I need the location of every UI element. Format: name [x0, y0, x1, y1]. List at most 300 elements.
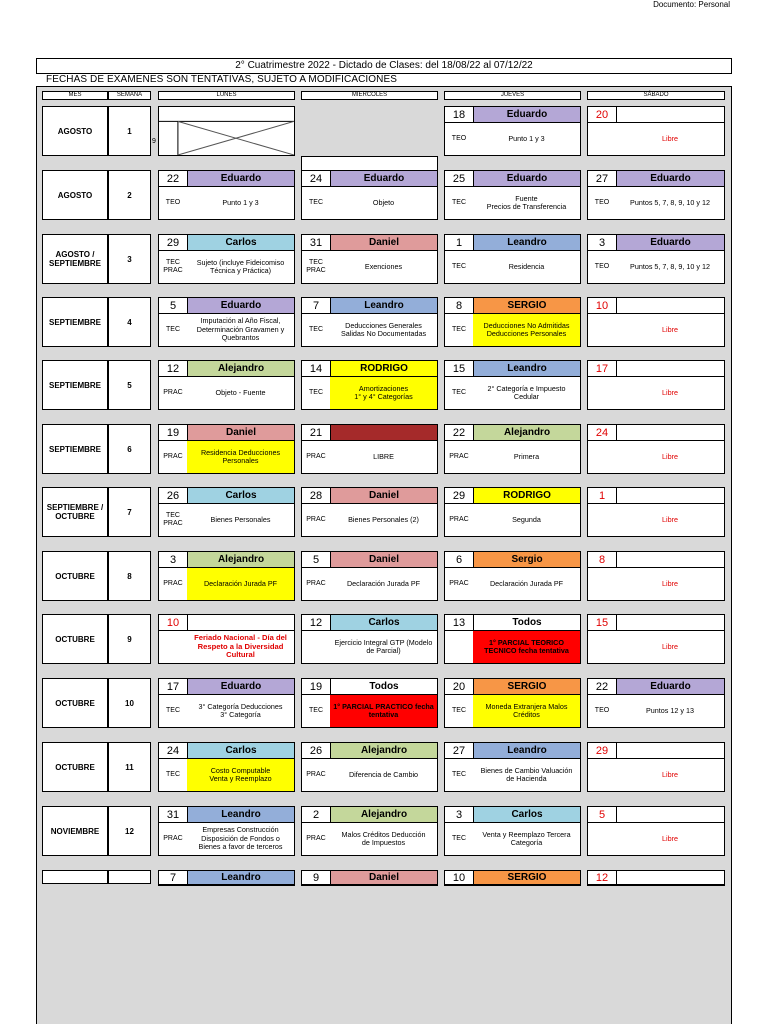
class-type: TEO: [451, 135, 467, 142]
class-type: [302, 631, 330, 663]
instructor-name: Carlos: [474, 807, 580, 822]
day-number: 17: [588, 361, 617, 376]
day-header: [302, 361, 437, 377]
day-cell: [587, 106, 725, 156]
day-body: [159, 823, 294, 855]
class-type: TEC: [166, 771, 180, 778]
day-body: [159, 377, 294, 409]
day-number: 3: [588, 235, 617, 250]
day-header: [302, 552, 437, 568]
class-type: PRAC: [306, 580, 326, 587]
day-header: [588, 552, 724, 568]
day-body: [302, 377, 437, 409]
day-cell: [158, 424, 295, 474]
day-body: [445, 377, 580, 409]
class-topic: 3° Categoría Deducciones 3° Categoría: [198, 701, 283, 719]
day-number: 29: [588, 743, 617, 758]
class-topic: Costo Computable Venta y Reemplazo: [187, 759, 294, 791]
class-topic: Fuente Precios de Transferencia: [486, 193, 567, 211]
class-type: [159, 631, 187, 663]
class-topic: Residencia: [508, 261, 545, 271]
day-cell: [301, 678, 438, 728]
day-header: [588, 679, 724, 695]
class-topic: Bienes Personales (2): [348, 514, 419, 524]
instructor-name: RODRIGO: [474, 488, 580, 503]
day-body: [445, 631, 580, 663]
day-body: [302, 314, 437, 346]
class-type: PRAC: [163, 835, 183, 842]
class-topic: Libre: [662, 324, 678, 334]
class-topic: Libre: [662, 133, 678, 143]
day-cell: [158, 297, 295, 347]
day-header: [159, 171, 294, 187]
class-topic: Punto 1 y 3: [508, 133, 545, 143]
day-number: 7: [302, 298, 331, 313]
day-number: 12: [302, 615, 331, 630]
month-cell: SEPTIEMBRE: [42, 424, 108, 474]
class-type: [588, 823, 616, 855]
month-cell: [42, 870, 108, 884]
class-topic: Declaración Jurada PF: [346, 578, 421, 588]
day-number: 29: [159, 235, 188, 250]
month-cell: AGOSTO: [42, 170, 108, 220]
day-header: [588, 807, 724, 823]
day-number: 26: [302, 743, 331, 758]
day-header: [445, 488, 580, 504]
day-number: 25: [445, 171, 474, 186]
week-number-cell: [108, 870, 151, 884]
month-cell: OCTUBRE: [42, 742, 108, 792]
day-number: 7: [159, 871, 188, 884]
day-cell: [158, 551, 295, 601]
day-body: [302, 504, 437, 536]
day-body: [302, 251, 437, 283]
day-cell: [301, 487, 438, 537]
day-header: [588, 488, 724, 504]
header-semana: SEMANA: [108, 91, 151, 100]
day-cell: [301, 870, 438, 886]
day-cell: [587, 234, 725, 284]
instructor-name: [617, 807, 724, 822]
header-sabado: SÁBADO: [587, 91, 725, 100]
day-body: [445, 695, 580, 727]
day-body: [445, 441, 580, 473]
day-header: [302, 807, 437, 823]
class-type: PRAC: [306, 771, 326, 778]
class-topic: Venta y Reemplazo Tercera Categoría: [482, 829, 571, 847]
instructor-name: Daniel: [331, 552, 437, 567]
day-header: [159, 552, 294, 568]
class-topic: Exenciones: [364, 261, 403, 271]
day-body: [445, 823, 580, 855]
day-body: [445, 504, 580, 536]
class-topic: Imputación al Año Fiscal, Determinación Gravamen y Quebrantos: [196, 316, 285, 343]
class-topic: Bienes Personales: [210, 514, 271, 524]
day-body: [302, 823, 437, 855]
day-header: [302, 615, 437, 631]
instructor-name: Daniel: [188, 425, 294, 440]
class-topic: Libre: [662, 578, 678, 588]
day-number: 15: [588, 615, 617, 630]
class-topic: Libre: [662, 769, 678, 779]
day-cell: [301, 360, 438, 410]
schedule-title: 2° Cuatrimestre 2022 - Dictado de Clases: del 18/08/22 al 07/12/22: [36, 58, 732, 74]
day-number: 31: [159, 807, 188, 822]
instructor-name: [617, 743, 724, 758]
day-body: [445, 759, 580, 791]
day-header: [445, 361, 580, 377]
day-number: 1: [445, 235, 474, 250]
day-body: [588, 568, 724, 600]
class-type: TEC: [452, 771, 466, 778]
class-type: TEC: [309, 199, 323, 206]
header-jueves: JUEVES: [444, 91, 581, 100]
class-type: [588, 441, 616, 473]
day-number: 17: [159, 679, 188, 694]
class-topic: Feriado Nacional - Día del Respeto a la Diversidad Cultural: [194, 633, 287, 660]
class-type: PRAC: [163, 580, 183, 587]
instructor-name: SERGIO: [474, 871, 580, 884]
week-number-cell: 9: [108, 614, 151, 664]
class-type: PRAC: [163, 389, 183, 396]
day-cell: [444, 742, 581, 792]
day-cell: [301, 806, 438, 856]
day-number: 27: [588, 171, 617, 186]
instructor-name: [617, 298, 724, 313]
day-number: 24: [588, 425, 617, 440]
week-number-cell: 12: [108, 806, 151, 856]
class-topic: Puntos 5, 7, 8, 9, 10 y 12: [630, 197, 710, 207]
day-number: 3: [445, 807, 474, 822]
day-number: 26: [159, 488, 188, 503]
day-cell: [444, 614, 581, 664]
stray-number: 9: [152, 138, 156, 145]
header-mes: MES: [42, 91, 108, 100]
class-topic: Libre: [662, 514, 678, 524]
day-header: [445, 171, 580, 187]
day-body: [159, 759, 294, 791]
day-number: 12: [588, 871, 617, 884]
instructor-name: Leandro: [331, 298, 437, 313]
month-cell: OCTUBRE: [42, 678, 108, 728]
class-topic: Segunda: [512, 514, 541, 524]
day-cell: [587, 870, 725, 886]
instructor-name: Eduardo: [617, 171, 724, 186]
day-header: [588, 361, 724, 377]
day-header: [588, 615, 724, 631]
day-header: [159, 807, 294, 823]
instructor-name: [617, 107, 724, 122]
week-number-cell: 6: [108, 424, 151, 474]
day-header: [159, 743, 294, 759]
class-type: TEC: [452, 263, 466, 270]
day-number: 24: [159, 743, 188, 758]
day-header: [588, 298, 724, 314]
instructor-name: [617, 552, 724, 567]
day-body: [159, 187, 294, 219]
day-body: [588, 759, 724, 791]
instructor-name: Carlos: [188, 743, 294, 758]
class-topic: 1° PARCIAL PRACTICO fecha tentativa: [330, 695, 437, 727]
day-body: [588, 504, 724, 536]
day-number: 29: [445, 488, 474, 503]
instructor-name: Todos: [474, 615, 580, 630]
instructor-name: Alejandro: [474, 425, 580, 440]
week-number-cell: 7: [108, 487, 151, 537]
class-topic: Diferencia de Cambio: [348, 769, 419, 779]
month-cell: OCTUBRE: [42, 614, 108, 664]
class-topic: Residencia Deducciones Personales: [187, 441, 294, 473]
day-number: 10: [445, 871, 474, 884]
class-topic: Objeto: [372, 197, 395, 207]
class-type: PRAC: [306, 453, 326, 460]
day-number: 5: [588, 807, 617, 822]
class-topic: Deducciones No Admitidas Deducciones Personales: [473, 314, 580, 346]
instructor-name: Alejandro: [188, 552, 294, 567]
day-number: 8: [445, 298, 474, 313]
day-cell: [158, 170, 295, 220]
class-type: [588, 759, 616, 791]
day-body: [302, 631, 437, 663]
day-header: [445, 679, 580, 695]
class-type: PRAC: [163, 453, 183, 460]
day-body: [302, 568, 437, 600]
day-header: [302, 743, 437, 759]
class-type: TEO: [594, 263, 610, 270]
day-cell: [444, 487, 581, 537]
instructor-name: [617, 488, 724, 503]
day-cell: [587, 360, 725, 410]
day-cell: [587, 614, 725, 664]
instructor-name: Leandro: [474, 235, 580, 250]
class-type: TEC: [452, 835, 466, 842]
day-body: [302, 187, 437, 219]
day-header: [302, 871, 437, 885]
day-header: [588, 743, 724, 759]
class-type: TEC PRAC: [306, 259, 326, 274]
day-header: [588, 171, 724, 187]
instructor-name: [617, 361, 724, 376]
day-header: [445, 107, 580, 123]
day-number: 3: [159, 552, 188, 567]
day-header: [159, 488, 294, 504]
day-cell: [301, 742, 438, 792]
day-number: 19: [159, 425, 188, 440]
day-header: [302, 171, 437, 187]
document-label: Documento: Personal: [653, 0, 730, 9]
day-number: 27: [445, 743, 474, 758]
class-topic: Malos Créditos Deducción de Impuestos: [341, 829, 426, 847]
day-body: [159, 504, 294, 536]
day-cell: [587, 678, 725, 728]
month-cell: NOVIEMBRE: [42, 806, 108, 856]
day-number: 15: [445, 361, 474, 376]
day-number: 28: [302, 488, 331, 503]
header-miercoles: MIERCOLES: [301, 91, 438, 100]
day-body: [302, 759, 437, 791]
day-header: [588, 871, 724, 885]
day-cell: [587, 170, 725, 220]
class-type: [588, 568, 616, 600]
day-header: [159, 679, 294, 695]
class-topic: Sujeto (incluye Fideicomiso Técnica y Práctica): [196, 257, 285, 275]
instructor-name: Eduardo: [188, 679, 294, 694]
instructor-name: [617, 871, 724, 884]
week-number-cell: 2: [108, 170, 151, 220]
day-cell: [158, 487, 295, 537]
class-topic: Moneda Extranjera Malos Créditos: [473, 695, 580, 727]
instructor-name: Leandro: [188, 871, 294, 884]
instructor-name: Carlos: [188, 235, 294, 250]
month-cell: SEPTIEMBRE / OCTUBRE: [42, 487, 108, 537]
day-body: [445, 187, 580, 219]
class-type: TEO: [594, 707, 610, 714]
class-topic: Declaración Jurada PF: [187, 568, 294, 600]
day-cell: [301, 234, 438, 284]
class-type: PRAC: [449, 516, 469, 523]
day-body: [445, 251, 580, 283]
class-topic: Puntos 12 y 13: [646, 705, 694, 715]
day-cell: [587, 806, 725, 856]
week-number-cell: 10: [108, 678, 151, 728]
day-body: [159, 441, 294, 473]
day-body: [588, 695, 724, 727]
day-number: 14: [302, 361, 331, 376]
day-header: [445, 235, 580, 251]
class-type: [588, 377, 616, 409]
day-number: 31: [302, 235, 331, 250]
day-number: 9: [302, 871, 331, 884]
day-header: [159, 298, 294, 314]
week-number-cell: 3: [108, 234, 151, 284]
day-body: [588, 251, 724, 283]
day-number: 2: [302, 807, 331, 822]
day-number: 21: [302, 425, 331, 440]
day-header: [445, 743, 580, 759]
day-header: [159, 615, 294, 631]
instructor-name: Daniel: [331, 235, 437, 250]
instructor-name: Leandro: [474, 743, 580, 758]
class-type: PRAC: [449, 580, 469, 587]
week-number-cell: 8: [108, 551, 151, 601]
week-number-cell: 1: [108, 106, 151, 156]
day-body: [159, 631, 294, 663]
day-cell: [444, 424, 581, 474]
day-header: [445, 298, 580, 314]
instructor-name: Eduardo: [474, 171, 580, 186]
day-cell: [301, 424, 438, 474]
class-type: TEC: [452, 389, 466, 396]
day-cell: [301, 551, 438, 601]
class-topic: Ejercicio Integral GTP (Modelo de Parcial): [334, 637, 433, 655]
day-cell: [444, 551, 581, 601]
week-number-cell: 5: [108, 360, 151, 410]
instructor-name: Eduardo: [188, 298, 294, 313]
day-cell: [444, 170, 581, 220]
day-number: 22: [159, 171, 188, 186]
instructor-name: RODRIGO: [331, 361, 437, 376]
day-body: [588, 187, 724, 219]
class-topic: Declaración Jurada PF: [489, 578, 564, 588]
day-number: 10: [159, 615, 188, 630]
day-body: [588, 314, 724, 346]
empty-crossed-cell: [158, 106, 295, 156]
class-topic: Libre: [662, 833, 678, 843]
schedule-subtitle: FECHAS DE EXAMENES SON TENTATIVAS, SUJETO A MODIFICACIONES: [46, 74, 398, 85]
day-cell: [587, 487, 725, 537]
day-body: [588, 631, 724, 663]
class-topic: 1° PARCIAL TEORICO TECNICO fecha tentativa: [473, 631, 580, 663]
instructor-name: SERGIO: [474, 298, 580, 313]
instructor-name: Leandro: [474, 361, 580, 376]
day-cell: [587, 551, 725, 601]
day-number: 8: [588, 552, 617, 567]
class-topic: LIBRE: [373, 451, 394, 461]
day-header: [445, 552, 580, 568]
day-cell: [444, 360, 581, 410]
instructor-name: [617, 615, 724, 630]
instructor-name: Alejandro: [331, 743, 437, 758]
day-cell: [444, 870, 581, 886]
class-type: TEC PRAC: [163, 512, 183, 527]
class-type: TEC PRAC: [163, 259, 183, 274]
day-body: [588, 123, 724, 155]
day-number: 18: [445, 107, 474, 122]
cross-out-icon: [159, 107, 294, 155]
month-cell: OCTUBRE: [42, 551, 108, 601]
class-topic: Amortizaciones 1° y 4° Categorías: [330, 377, 437, 409]
day-cell: [444, 806, 581, 856]
day-number: 20: [588, 107, 617, 122]
class-type: TEC: [452, 707, 466, 714]
instructor-name: [188, 615, 294, 630]
day-header: [588, 425, 724, 441]
month-cell: SEPTIEMBRE: [42, 297, 108, 347]
month-cell: SEPTIEMBRE: [42, 360, 108, 410]
class-type: PRAC: [306, 516, 326, 523]
day-body: [159, 695, 294, 727]
class-topic: Bienes de Cambio Valuación de Hacienda: [480, 765, 573, 783]
class-type: TEO: [165, 199, 181, 206]
day-cell: [444, 297, 581, 347]
day-header: [302, 679, 437, 695]
day-cell: [158, 614, 295, 664]
class-topic: Primera: [513, 451, 540, 461]
day-number: 22: [445, 425, 474, 440]
day-number: 22: [588, 679, 617, 694]
instructor-name: Carlos: [188, 488, 294, 503]
day-cell: [301, 614, 438, 664]
class-type: [588, 504, 616, 536]
day-cell: [158, 742, 295, 792]
class-topic: Libre: [662, 387, 678, 397]
day-body: [445, 123, 580, 155]
day-number: 20: [445, 679, 474, 694]
day-header: [159, 871, 294, 885]
day-cell: [158, 234, 295, 284]
day-header: [302, 298, 437, 314]
class-topic: Deducciones Generales Salidas No Documentadas: [340, 320, 427, 338]
day-cell: [301, 170, 438, 220]
day-cell: [587, 297, 725, 347]
class-type: TEC: [452, 326, 466, 333]
class-type: TEC: [309, 707, 323, 714]
day-header: [302, 235, 437, 251]
header-lunes: LUNES: [158, 91, 295, 100]
class-topic: Puntos 5, 7, 8, 9, 10 y 12: [630, 261, 710, 271]
day-cell: [587, 742, 725, 792]
instructor-name: [331, 425, 437, 440]
